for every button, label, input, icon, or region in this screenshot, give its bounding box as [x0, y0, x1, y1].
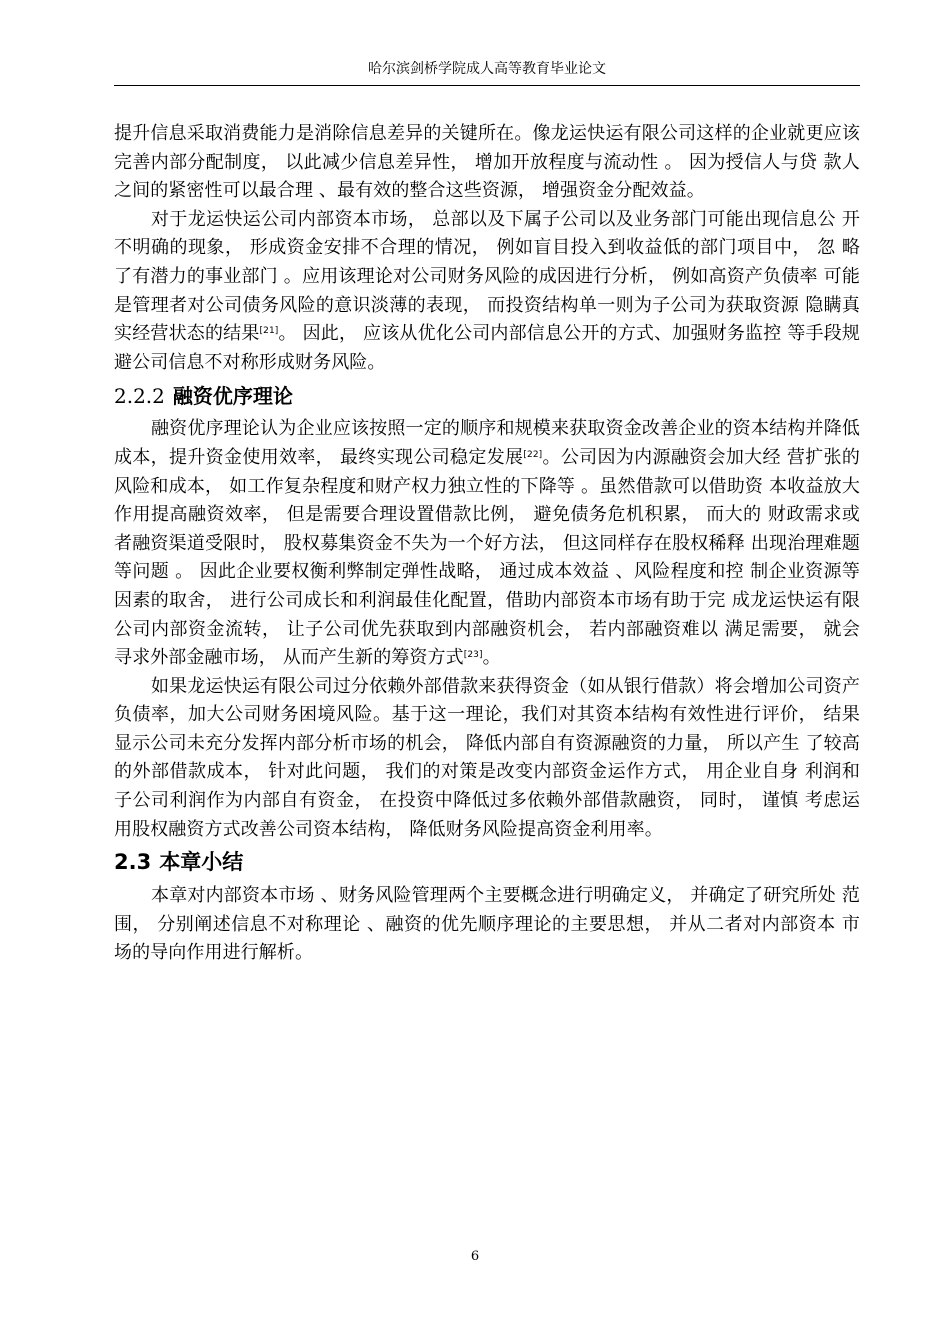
citation-21: [21] — [259, 326, 279, 337]
section-heading-2-3 — [114, 846, 860, 878]
paragraph-internal-capital-market — [114, 206, 860, 378]
paragraph-pecking-order — [114, 415, 860, 672]
section-number: 2.2.2 — [114, 384, 165, 409]
paragraph-text: 。公司因为内源融资会加大经 营扩张的风险和成本， 如工作复杂程度和财产权力独立性的下降等 。虽然借款可以借助资 本收益放大作用提高融资效率， 但是需要合理设置借款比例， 避免债务危机积累， 而大的 财政需求或者融资渠道受限时， 股权募集资金不失为一个好方法， 但这同样存在股权稀释 出现治理难题等问题 。 因此企业要权衡利弊制定弹性战略， 通过成本效益 、风险程度和控 制企业资源等因素的取舍， 进行公司成长和利润最佳化配置，借助内部资本市场有助于完 成龙运快运有限公司内部资金流转， 让子公司优先获取到内部融资机会， 若内部融资难以 满足需要， 就会寻求外部金融市场， 从而产生新的筹资方式 — [114, 446, 860, 669]
section-heading-2-2-2 — [114, 381, 860, 411]
header-divider — [114, 85, 860, 86]
page-number: 6 — [470, 1249, 480, 1264]
paragraph-text: 对于龙运快运公司内部资本市场， 总部以及下属子公司以及业务部门可能出现信息公 开不明确的现象， 形成资金安排不合理的情况， 例如盲目投入到收益低的部门项目中， 忽 略了有潜力的事业部门 。应用该理论对公司财务风险的成因进行分析， 例如高资产负债率 可能是管理者对公司债务风险的意识淡薄的表现， 而投资结构单一则为子公司为获取资源 隐瞒真实经营状态的结果 — [114, 208, 860, 345]
section-title: 融资优序理论 — [172, 384, 293, 409]
running-header: 哈尔滨剑桥学院成人高等教育毕业论文 — [368, 61, 606, 77]
citation-22: [22] — [523, 449, 543, 460]
citation-23: [23] — [463, 650, 483, 661]
paragraph-text: 。 因此， 应该从优化公司内部信息公开的方式、加强财务监控 等手段规避公司信息不对称形成财务风险。 — [114, 323, 860, 373]
paragraph-external-borrowing: 如果龙运快运有限公司过分依赖外部借款来获得资金（如从银行借款）将会增加公司资产负债率，加大公司财务困境风险。基于这一理论，我们对其资本结构有效性进行评价， 结果显示公司未充分发挥内部分析市场的机会， 降低内部自有资源融资的力量， 所以产生 了较高的外部借款成本， 针对此问题， 我们的对策是改变内部资金运作方式， 用企业自身 利润和子公司利润作为内部自有资金， 在投资中降低过多依赖外部借款融资， 同时， 谨慎 考虑运用股权融资方式改善公司资本结构， 降低财务风险提高资金利用率。 — [114, 675, 860, 840]
paragraph-text: 融资优序理论认为企业应该按照一定的顺序和规模来获取资金改善企业的资本结构并降低成本，提升资金使用效率， 最终实现公司稳定发展 — [114, 418, 860, 468]
paragraph-text: 。 — [482, 647, 501, 669]
document-body — [114, 120, 860, 968]
section-number: 2.3 — [114, 850, 152, 875]
paragraph-chapter-summary: 本章对内部资本市场 、财务风险管理两个主要概念进行明确定义， 并确定了研究所处 范围， 分别阐述信息不对称理论 、融资的优先顺序理论的主要思想， 并从二者对内部资本 市场的导向作用进行解析。 — [114, 885, 860, 964]
section-title: 本章小结 — [159, 850, 244, 875]
paragraph-info-gap: 提升信息采取消费能力是消除信息差异的关键所在。像龙运快运有限公司这样的企业就更应该完善内部分配制度， 以此减少信息差异性， 增加开放程度与流动性 。 因为授信人与贷 款人之间的紧密性可以最合理 、最有效的整合这些资源， 增强资金分配效益。 — [114, 123, 860, 202]
